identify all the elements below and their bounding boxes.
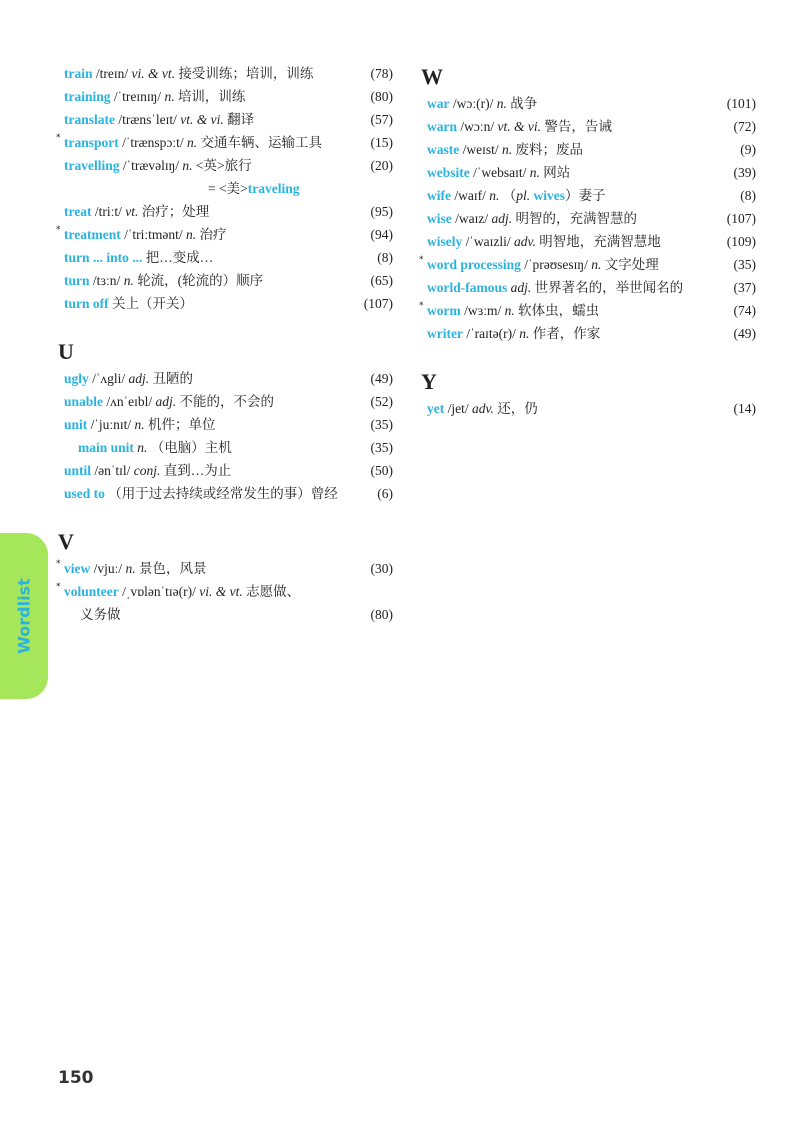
entry-part-of-speech: n. [519, 326, 530, 341]
entry-unit-number: (35) [370, 417, 393, 432]
entry-unit-number: (30) [370, 561, 393, 576]
entry-part-of-speech: vi. & vt. [199, 584, 243, 599]
entry-part-of-speech: n. [182, 158, 193, 173]
entry-word: yet [427, 401, 445, 416]
entry-part-of-speech: vt. & vi. [497, 119, 541, 134]
entry-word: train [64, 66, 93, 81]
entry-part-of-speech: n. [489, 188, 500, 203]
entry-word: wisely [427, 234, 463, 249]
entry-definition: 世界著名的，举世闻名的 [534, 280, 684, 295]
entry-definition: 景色，风景 [139, 561, 207, 576]
star-marker-icon: * [56, 582, 61, 592]
wordlist-entry [58, 390, 393, 413]
wordlist-entry [58, 413, 393, 436]
entry-word: writer [427, 326, 463, 341]
entry-phonetic: /treɪn/ [95, 66, 129, 81]
entry-word: website [427, 165, 470, 180]
entry-part-of-speech: vt. & vi. [180, 112, 224, 127]
entry-word: treatment [64, 227, 121, 242]
wordlist-entry [58, 292, 393, 315]
entry-word: turn off [64, 296, 109, 311]
entry-word: worm [427, 303, 461, 318]
entry-word: war [427, 96, 450, 111]
entry-phonetic: /ˈtriːtmənt/ [124, 227, 183, 242]
entry-unit-number: (8) [740, 188, 756, 203]
entry-unit-number: (49) [370, 371, 393, 386]
entry-unit-number: (8) [377, 250, 393, 265]
wordlist-entry [58, 367, 393, 390]
entry-phonetic: /ənˈtɪl/ [94, 463, 131, 478]
entry-phonetic: /ˈwaɪzli/ [465, 234, 511, 249]
wordlist-entry [421, 161, 756, 184]
entry-unit-number: (72) [733, 119, 756, 134]
wordlist-entry [58, 85, 393, 108]
entry-definition: 战争 [510, 96, 538, 111]
entry-part-of-speech: n. [123, 273, 134, 288]
entry-definition: <英>旅行 [195, 158, 252, 173]
entry-definition: 志愿做、 [246, 584, 301, 599]
entry-definition: 治疗；处理 [141, 204, 210, 219]
entry-word: wise [427, 211, 452, 226]
star-marker-icon: * [419, 301, 424, 311]
entry-part-of-speech: n. [496, 96, 507, 111]
entry-part-of-speech: adv. [513, 234, 536, 249]
entry-unit-number: (14) [733, 401, 756, 416]
entry-phonetic: /tɜːn/ [92, 273, 121, 288]
entry-part-of-speech: n. [591, 257, 602, 272]
entry-unit-number: (37) [733, 280, 756, 295]
wordlist-entry [58, 603, 393, 626]
entry-word: used to [64, 486, 105, 501]
entry-word: ugly [64, 371, 89, 386]
entry-phonetic: /ˈʌgli/ [92, 371, 126, 386]
entry-definition: 交通车辆、运输工具 [200, 135, 322, 150]
entry-word: until [64, 463, 92, 478]
entry-phonetic: /ˈraɪtə(r)/ [466, 326, 516, 341]
entry-definition: 培训，训练 [177, 89, 246, 104]
entry-phonetic: /waɪz/ [455, 211, 489, 226]
entry-unit-number: (80) [370, 607, 393, 622]
entry-part-of-speech: n. [529, 165, 540, 180]
entry-definition: 治疗 [199, 227, 227, 242]
entry-part-of-speech: conj. [133, 463, 161, 478]
entry-phonetic: /wɔː(r)/ [452, 96, 494, 111]
entry-word: turn ... into ... [64, 250, 143, 265]
entry-unit-number: (78) [370, 66, 393, 81]
wordlist-entry [58, 246, 393, 269]
wordlist-entry [421, 184, 756, 207]
entry-part-of-speech: n. [125, 561, 136, 576]
entry-phonetic: /ˌvɒlənˈtɪə(r)/ [122, 584, 196, 599]
entry-definition: 机件；单位 [148, 417, 216, 432]
entry-paren: （ [502, 188, 517, 203]
entry-word: waste [427, 142, 460, 157]
entry-phonetic: /weɪst/ [462, 142, 499, 157]
entry-unit-number: (107) [726, 211, 756, 226]
section-gap [58, 315, 393, 337]
entry-definition: 轮流，(轮流的）顺序 [137, 273, 264, 288]
wordlist-entry [421, 92, 756, 115]
entry-definition: 把…变成… [145, 250, 214, 265]
entry-definition: 网站 [543, 165, 571, 180]
entry-unit-number: (39) [733, 165, 756, 180]
section-letter: U [58, 339, 74, 364]
entry-part-of-speech: n. [164, 89, 175, 104]
entry-definition: 废料；废品 [515, 142, 583, 157]
entry-word: turn [64, 273, 90, 288]
entry-unit-number: (65) [370, 273, 393, 288]
entry-definition: 文字处理 [604, 257, 659, 272]
entry-phonetic: /wɔːn/ [460, 119, 495, 134]
entry-unit-number: (95) [370, 204, 393, 219]
entry-definition: 翻译 [227, 112, 255, 127]
entry-part-of-speech: adj. [155, 394, 177, 409]
entry-definition: 作者，作家 [532, 326, 601, 341]
section-letter: V [58, 529, 74, 554]
entry-word: training [64, 89, 111, 104]
section-gap [58, 505, 393, 527]
entry-definition: 丑陋的 [152, 371, 194, 386]
entry-unit-number: (20) [370, 158, 393, 173]
entry-phonetic: /ˈwebsaɪt/ [473, 165, 527, 180]
entry-unit-number: (74) [733, 303, 756, 318]
entry-phonetic: /vjuː/ [93, 561, 123, 576]
entry-definition: 还，仍 [497, 401, 538, 416]
entry-unit-number: (50) [370, 463, 393, 478]
entry-definition: ）妻子 [565, 188, 606, 203]
wordlist-entry [58, 482, 393, 505]
entry-definition: 接受训练；培训，训练 [178, 66, 314, 81]
entry-unit-number: (109) [726, 234, 756, 249]
entry-definition: 关上（开关） [112, 296, 193, 311]
entry-unit-number: (107) [363, 296, 393, 311]
entry-part-of-speech: n. [187, 135, 198, 150]
entry-definition: 不能的，不会的 [179, 394, 275, 409]
entry-word: world-famous [427, 280, 508, 295]
entry-word: wife [427, 188, 451, 203]
entry-word: word processing [427, 257, 521, 272]
entry-word: transport [64, 135, 119, 150]
star-marker-icon: * [419, 255, 424, 265]
wordlist-entry [58, 223, 393, 246]
wordlist-entry [58, 580, 393, 603]
entry-phonetic: /waɪf/ [454, 188, 486, 203]
entry-word: travelling [64, 158, 120, 173]
wordlist-entry [421, 138, 756, 161]
wordlist-entry [421, 322, 756, 345]
wordlist-entry [421, 230, 756, 253]
entry-definition: 直到…为止 [163, 463, 232, 478]
entry-definition: （用于过去持续或经常发生的事）曾经 [108, 486, 338, 501]
entry-part-of-speech: n. [504, 303, 515, 318]
entry-part-of-speech: vi. & vt. [131, 66, 175, 81]
star-marker-icon: * [56, 559, 61, 569]
wordlist-tab-label: Wordlist [14, 578, 34, 654]
wordlist-entry [58, 557, 393, 580]
entry-word: unable [64, 394, 104, 409]
entry-word: treat [64, 204, 92, 219]
entry-definition: 警告，告诫 [544, 119, 612, 134]
entry-part-of-speech: vt. [125, 204, 139, 219]
wordlist-entry [58, 131, 393, 154]
entry-part-of-speech: adj. [491, 211, 513, 226]
star-marker-icon: * [56, 225, 61, 235]
entry-unit-number: (35) [370, 440, 393, 455]
wordlist-left-column [58, 62, 393, 626]
entry-definition: 明智的，充满智慧的 [515, 211, 638, 226]
wordlist-entry [58, 177, 393, 200]
entry-word: translate [64, 112, 115, 127]
entry-phonetic: /ˈtrænspɔːt/ [122, 135, 184, 150]
wordlist-entry [58, 154, 393, 177]
section-gap [421, 345, 756, 367]
entry-unit-number: (94) [370, 227, 393, 242]
entry-phonetic: /triːt/ [94, 204, 122, 219]
entry-word: unit [64, 417, 88, 432]
entry-word: volunteer [64, 584, 119, 599]
entry-unit-number: (80) [370, 89, 393, 104]
entry-unit-number: (9) [740, 142, 756, 157]
entry-unit-number: (6) [377, 486, 393, 501]
entry-phonetic: /ˈprəʊsesɪŋ/ [524, 257, 588, 272]
entry-word: view [64, 561, 91, 576]
entry-phonetic: /ʌnˈeɪbl/ [106, 394, 153, 409]
wordlist-entry [58, 436, 393, 459]
entry-part-of-speech: n. [185, 227, 197, 242]
entry-phonetic: /wɜːm/ [464, 303, 502, 318]
entry-definition: 软体虫，蠕虫 [518, 303, 600, 318]
alt-prefix: = <美> [208, 181, 248, 196]
entry-word: warn [427, 119, 457, 134]
entry-unit-number: (35) [733, 257, 756, 272]
wordlist-entry [58, 108, 393, 131]
entry-unit-number: (57) [370, 112, 393, 127]
wordlist-entry [421, 276, 756, 299]
section-letter: W [421, 64, 443, 89]
entry-word: main unit [78, 440, 134, 455]
entry-part-of-speech: n. [137, 440, 148, 455]
star-marker-icon: * [56, 133, 61, 143]
wordlist-entry [421, 115, 756, 138]
entry-part-of-speech: n. [134, 417, 145, 432]
wordlist-entry [421, 253, 756, 276]
entry-unit-number: (49) [733, 326, 756, 341]
wordlist-right-column [421, 62, 756, 420]
wordlist-entry [421, 397, 756, 420]
entry-part-of-speech: n. [502, 142, 513, 157]
entry-part-of-speech: adj. [128, 371, 150, 386]
wordlist-entry [421, 207, 756, 230]
wordlist-entry [58, 459, 393, 482]
wordlist-entry [421, 299, 756, 322]
entry-phonetic: /trænsˈleɪt/ [118, 112, 177, 127]
wordlist-entry [58, 269, 393, 292]
page-number: 150 [58, 1068, 94, 1088]
entry-word: traveling [247, 181, 300, 196]
entry-unit-number: (101) [726, 96, 756, 111]
entry-phonetic: /ˈtreɪnɪŋ/ [113, 89, 162, 104]
entry-definition: 明智地，充满智慧地 [539, 234, 661, 249]
entry-part-of-speech: adj. [510, 280, 532, 295]
entry-part-of-speech: adv. [472, 401, 494, 416]
entry-definition: （电脑）主机 [150, 440, 232, 455]
entry-plural-label: pl. [516, 188, 531, 203]
entry-definition: 义务做 [80, 607, 121, 622]
section-letter: Y [421, 369, 437, 394]
entry-phonetic: /jet/ [447, 401, 469, 416]
entry-unit-number: (15) [370, 135, 393, 150]
wordlist-entry [58, 62, 393, 85]
entry-plural-word: wives [533, 188, 566, 203]
wordlist-entry [58, 200, 393, 223]
entry-unit-number: (52) [370, 394, 393, 409]
entry-phonetic: /ˈjuːnɪt/ [90, 417, 132, 432]
entry-phonetic: /ˈtrævəlɪŋ/ [122, 158, 180, 173]
